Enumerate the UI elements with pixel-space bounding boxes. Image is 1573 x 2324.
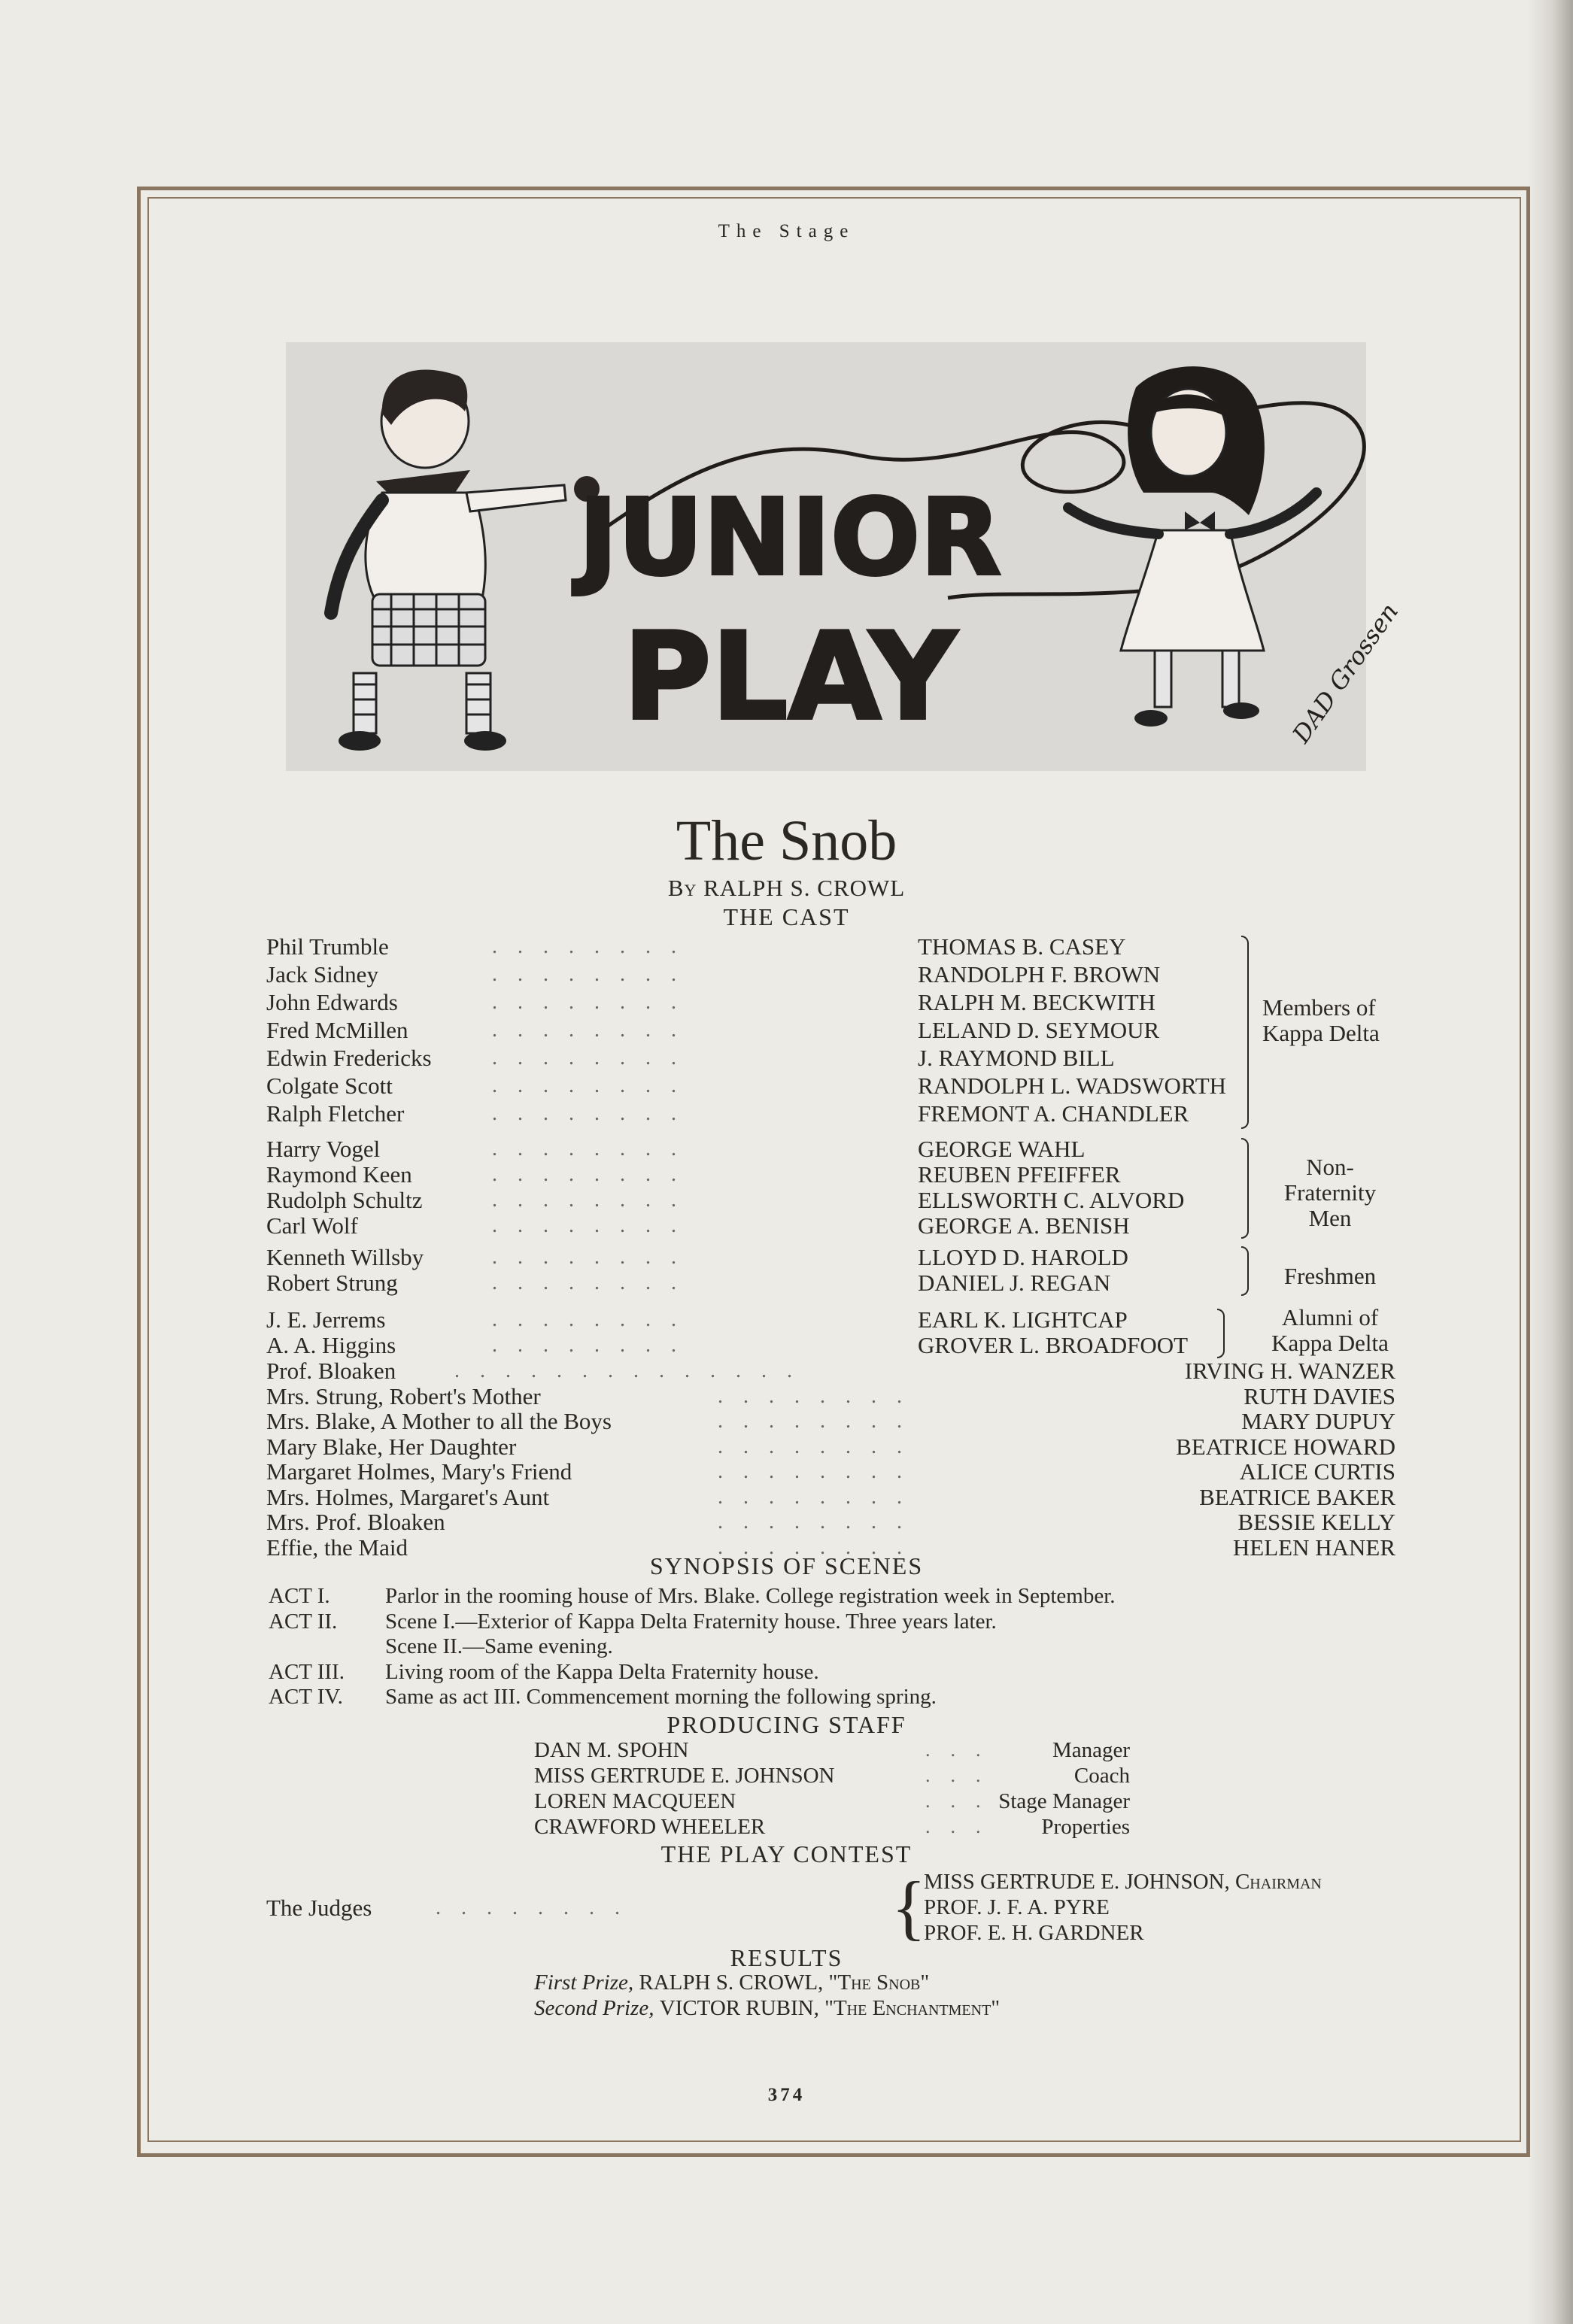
role-name: Prof. Bloaken — [266, 1358, 396, 1384]
staff-heading: PRODUCING STAFF — [667, 1711, 906, 1738]
group-label: Freshmen — [1283, 1263, 1377, 1289]
actor-name: RUTH DAVIES — [1244, 1382, 1395, 1409]
staff-name: DAN M. SPOHN — [534, 1738, 689, 1762]
banner-line-1: JUNIOR — [578, 477, 1001, 599]
synopsis-line — [269, 1634, 613, 1659]
group-label: Alumni of Kappa Delta — [1271, 1304, 1389, 1356]
cast-row — [266, 1306, 1128, 1333]
cast-row — [266, 1433, 1395, 1460]
dot-leader: ........ — [718, 1434, 922, 1458]
staff-role: Manager — [1052, 1738, 1130, 1762]
dot-leader: ........ — [492, 1271, 697, 1294]
artist-signature: DAD Grossen — [1286, 597, 1404, 748]
first-prize — [534, 1971, 929, 1995]
role-name: A. A. Higgins — [266, 1332, 396, 1358]
role-name: Mrs. Blake, A Mother to all the Boys — [266, 1408, 612, 1434]
cast-heading: THE CAST — [723, 903, 850, 930]
staff-name: MISS GERTRUDE E. JOHNSON — [534, 1764, 835, 1788]
synopsis-heading: SYNOPSIS OF SCENES — [649, 1552, 924, 1579]
second-prize-text: VICTOR RUBIN, "The Enchantment" — [659, 1996, 1001, 2020]
cast-row — [266, 1458, 1395, 1485]
judges-brace: { — [891, 1867, 927, 1947]
junior-play-banner — [286, 342, 1404, 771]
role-name: Fred McMillen — [266, 1017, 408, 1043]
boy-figure — [331, 370, 566, 751]
dot-leader: ........ — [492, 1102, 697, 1125]
dot-leader: ... — [925, 1816, 1001, 1837]
second-prize-label: Second Prize, — [534, 1996, 654, 2020]
cast-row — [266, 1509, 1395, 1535]
actor-name: THOMAS B. CASEY — [918, 933, 1126, 960]
judge-2: PROF. J. F. A. PYRE — [924, 1895, 1110, 1919]
scene-text: Same as act III. Commencement morning the following spring. — [385, 1685, 937, 1709]
actor-name: ELLSWORTH C. ALVORD — [918, 1187, 1185, 1213]
actor-name: GEORGE WAHL — [918, 1136, 1086, 1162]
scene-text: Living room of the Kappa Delta Fraternity house. — [385, 1659, 819, 1684]
dot-leader: ........ — [492, 1333, 697, 1357]
play-title: The Snob — [676, 809, 897, 872]
staff-role: Coach — [1073, 1764, 1130, 1788]
actor-name: LELAND D. SEYMOUR — [918, 1017, 1160, 1043]
staff-row — [534, 1814, 1136, 1840]
actor-name: BEATRICE BAKER — [1199, 1483, 1395, 1510]
role-name: Mrs. Prof. Bloaken — [266, 1509, 445, 1535]
group-bracket — [1241, 1246, 1249, 1296]
cast-row — [266, 1358, 1395, 1384]
role-name: John Edwards — [266, 989, 398, 1015]
synopsis-line — [269, 1609, 997, 1634]
judges-leader: ........ — [436, 1896, 640, 1919]
contest-heading: THE PLAY CONTEST — [660, 1840, 913, 1867]
cast-row — [266, 1408, 1395, 1434]
first-prize-text: RALPH S. CROWL, "The Snob" — [639, 1971, 930, 1995]
role-name: Mrs. Strung, Robert's Mother — [266, 1382, 541, 1409]
synopsis-line — [269, 1583, 1116, 1609]
actor-name: GEORGE A. BENISH — [918, 1212, 1130, 1239]
judges-label: The Judges — [266, 1895, 372, 1921]
role-name: Mary Blake, Her Daughter — [266, 1433, 517, 1460]
actor-name: IRVING H. WANZER — [1184, 1358, 1395, 1384]
act-label: ACT IV. — [269, 1685, 343, 1709]
actor-name: BEATRICE HOWARD — [1176, 1433, 1395, 1460]
cast-row — [266, 1136, 1086, 1162]
group-label: Non- Fraternity Men — [1283, 1154, 1377, 1231]
judge-3: PROF. E. H. GARDNER — [924, 1921, 1144, 1945]
dot-leader: ... — [925, 1764, 1001, 1786]
dot-leader: ........ — [492, 991, 697, 1014]
cast-row — [266, 1072, 1227, 1099]
judges-list — [924, 1869, 1322, 1946]
act-label: ACT II. — [269, 1609, 338, 1634]
dot-leader: ... — [925, 1739, 1001, 1761]
cast-row — [266, 1483, 1395, 1510]
dot-leader: ........ — [492, 1046, 697, 1069]
dot-leader: ... — [925, 1790, 1001, 1812]
banner-line-2: PLAY — [623, 606, 957, 747]
cast-row — [266, 1161, 1121, 1188]
actor-name: REUBEN PFEIFFER — [918, 1161, 1121, 1188]
staff-role: Properties — [1041, 1815, 1130, 1839]
role-name: Jack Sidney — [266, 961, 378, 988]
results-heading: RESULTS — [730, 1944, 843, 1971]
actor-name: EARL K. LIGHTCAP — [918, 1306, 1128, 1333]
staff-name: CRAWFORD WHEELER — [534, 1815, 766, 1839]
banner-illustration — [286, 342, 1404, 771]
actor-name: DANIEL J. REGAN — [918, 1270, 1111, 1296]
cast-row — [266, 989, 1156, 1015]
dot-leader: ........ — [718, 1460, 922, 1483]
role-name: Phil Trumble — [266, 933, 389, 960]
cast-row — [266, 1270, 1111, 1296]
cast-row — [266, 1244, 1128, 1270]
dot-leader: .............. — [454, 1359, 812, 1382]
dot-leader: ........ — [718, 1510, 922, 1534]
role-name: Ralph Fletcher — [266, 1100, 405, 1127]
staff-row — [534, 1737, 1136, 1763]
play-byline: By RALPH S. CROWL — [667, 875, 906, 901]
cast-row — [266, 1100, 1189, 1127]
actor-name: ALICE CURTIS — [1239, 1458, 1395, 1485]
cast-row — [266, 1332, 1189, 1358]
actor-name: J. RAYMOND BILL — [918, 1045, 1115, 1071]
role-name: Rudolph Schultz — [266, 1187, 423, 1213]
staff-row — [534, 1763, 1136, 1789]
actor-name: FREMONT A. CHANDLER — [918, 1100, 1189, 1127]
synopsis-line — [269, 1684, 937, 1710]
second-prize — [534, 1996, 1000, 2021]
role-name: Raymond Keen — [266, 1161, 412, 1188]
book-spine-shadow — [1528, 0, 1573, 2324]
act-label: ACT I. — [269, 1584, 330, 1608]
role-name: Mrs. Holmes, Margaret's Aunt — [266, 1483, 550, 1510]
dot-leader: ........ — [718, 1535, 922, 1559]
judge-1: MISS GERTRUDE E. JOHNSON, Chairman — [924, 1870, 1322, 1894]
cast-row — [266, 961, 1161, 988]
staff-role: Stage Manager — [998, 1789, 1130, 1813]
staff-row — [534, 1789, 1136, 1814]
dot-leader: ........ — [492, 1074, 697, 1097]
dot-leader: ........ — [492, 1308, 697, 1331]
dot-leader: ........ — [718, 1409, 922, 1433]
dot-leader: ........ — [492, 1018, 697, 1042]
role-name: Margaret Holmes, Mary's Friend — [266, 1458, 572, 1485]
cast-row — [266, 1187, 1185, 1213]
scene-text: Scene II.—Same evening. — [385, 1634, 613, 1658]
judges-row — [266, 1895, 640, 1921]
dot-leader: ........ — [492, 1188, 697, 1212]
dot-leader: ........ — [492, 963, 697, 986]
dot-leader: ........ — [718, 1384, 922, 1408]
actor-name: HELEN HANER — [1232, 1534, 1395, 1561]
running-head: The Stage — [718, 221, 855, 241]
cast-row — [266, 1212, 1130, 1239]
actor-name: RANDOLPH L. WADSWORTH — [918, 1072, 1227, 1099]
cast-row — [266, 1045, 1115, 1071]
actor-name: RALPH M. BECKWITH — [918, 989, 1156, 1015]
dot-leader: ........ — [492, 1163, 697, 1186]
group-bracket — [1241, 1138, 1249, 1239]
dot-leader: ........ — [492, 1214, 697, 1237]
cast-row — [266, 933, 1126, 960]
actor-name: RANDOLPH F. BROWN — [918, 961, 1161, 988]
page-number: 374 — [767, 2085, 806, 2105]
role-name: Kenneth Willsby — [266, 1244, 424, 1270]
role-name: Carl Wolf — [266, 1212, 358, 1239]
cast-row — [266, 1017, 1160, 1043]
scene-text: Scene I.—Exterior of Kappa Delta Fraternity house. Three years later. — [385, 1609, 997, 1634]
cast-row — [266, 1382, 1395, 1409]
group-label: Members of Kappa Delta — [1262, 994, 1380, 1046]
scene-text: Parlor in the rooming house of Mrs. Blake. College registration week in September. — [385, 1584, 1116, 1608]
dot-leader: ........ — [492, 1137, 697, 1160]
staff-name: LOREN MACQUEEN — [534, 1789, 736, 1813]
dot-leader: ........ — [492, 1245, 697, 1269]
role-name: Effie, the Maid — [266, 1534, 408, 1561]
actor-name: BESSIE KELLY — [1237, 1509, 1395, 1535]
actor-name: LLOYD D. HAROLD — [918, 1244, 1128, 1270]
dot-leader: ........ — [492, 935, 697, 958]
actor-name: GROVER L. BROADFOOT — [918, 1332, 1189, 1358]
first-prize-label: First Prize, — [534, 1971, 634, 1995]
role-name: Robert Strung — [266, 1270, 398, 1296]
role-name: Edwin Fredericks — [266, 1045, 432, 1071]
actor-name: MARY DUPUY — [1241, 1408, 1395, 1434]
group-bracket — [1217, 1309, 1225, 1358]
role-name: J. E. Jerrems — [266, 1306, 386, 1333]
role-name: Harry Vogel — [266, 1136, 381, 1162]
role-name: Colgate Scott — [266, 1072, 393, 1099]
act-label: ACT III. — [269, 1659, 345, 1684]
dot-leader: ........ — [718, 1485, 922, 1509]
group-bracket — [1241, 936, 1249, 1129]
synopsis-line — [269, 1659, 819, 1685]
